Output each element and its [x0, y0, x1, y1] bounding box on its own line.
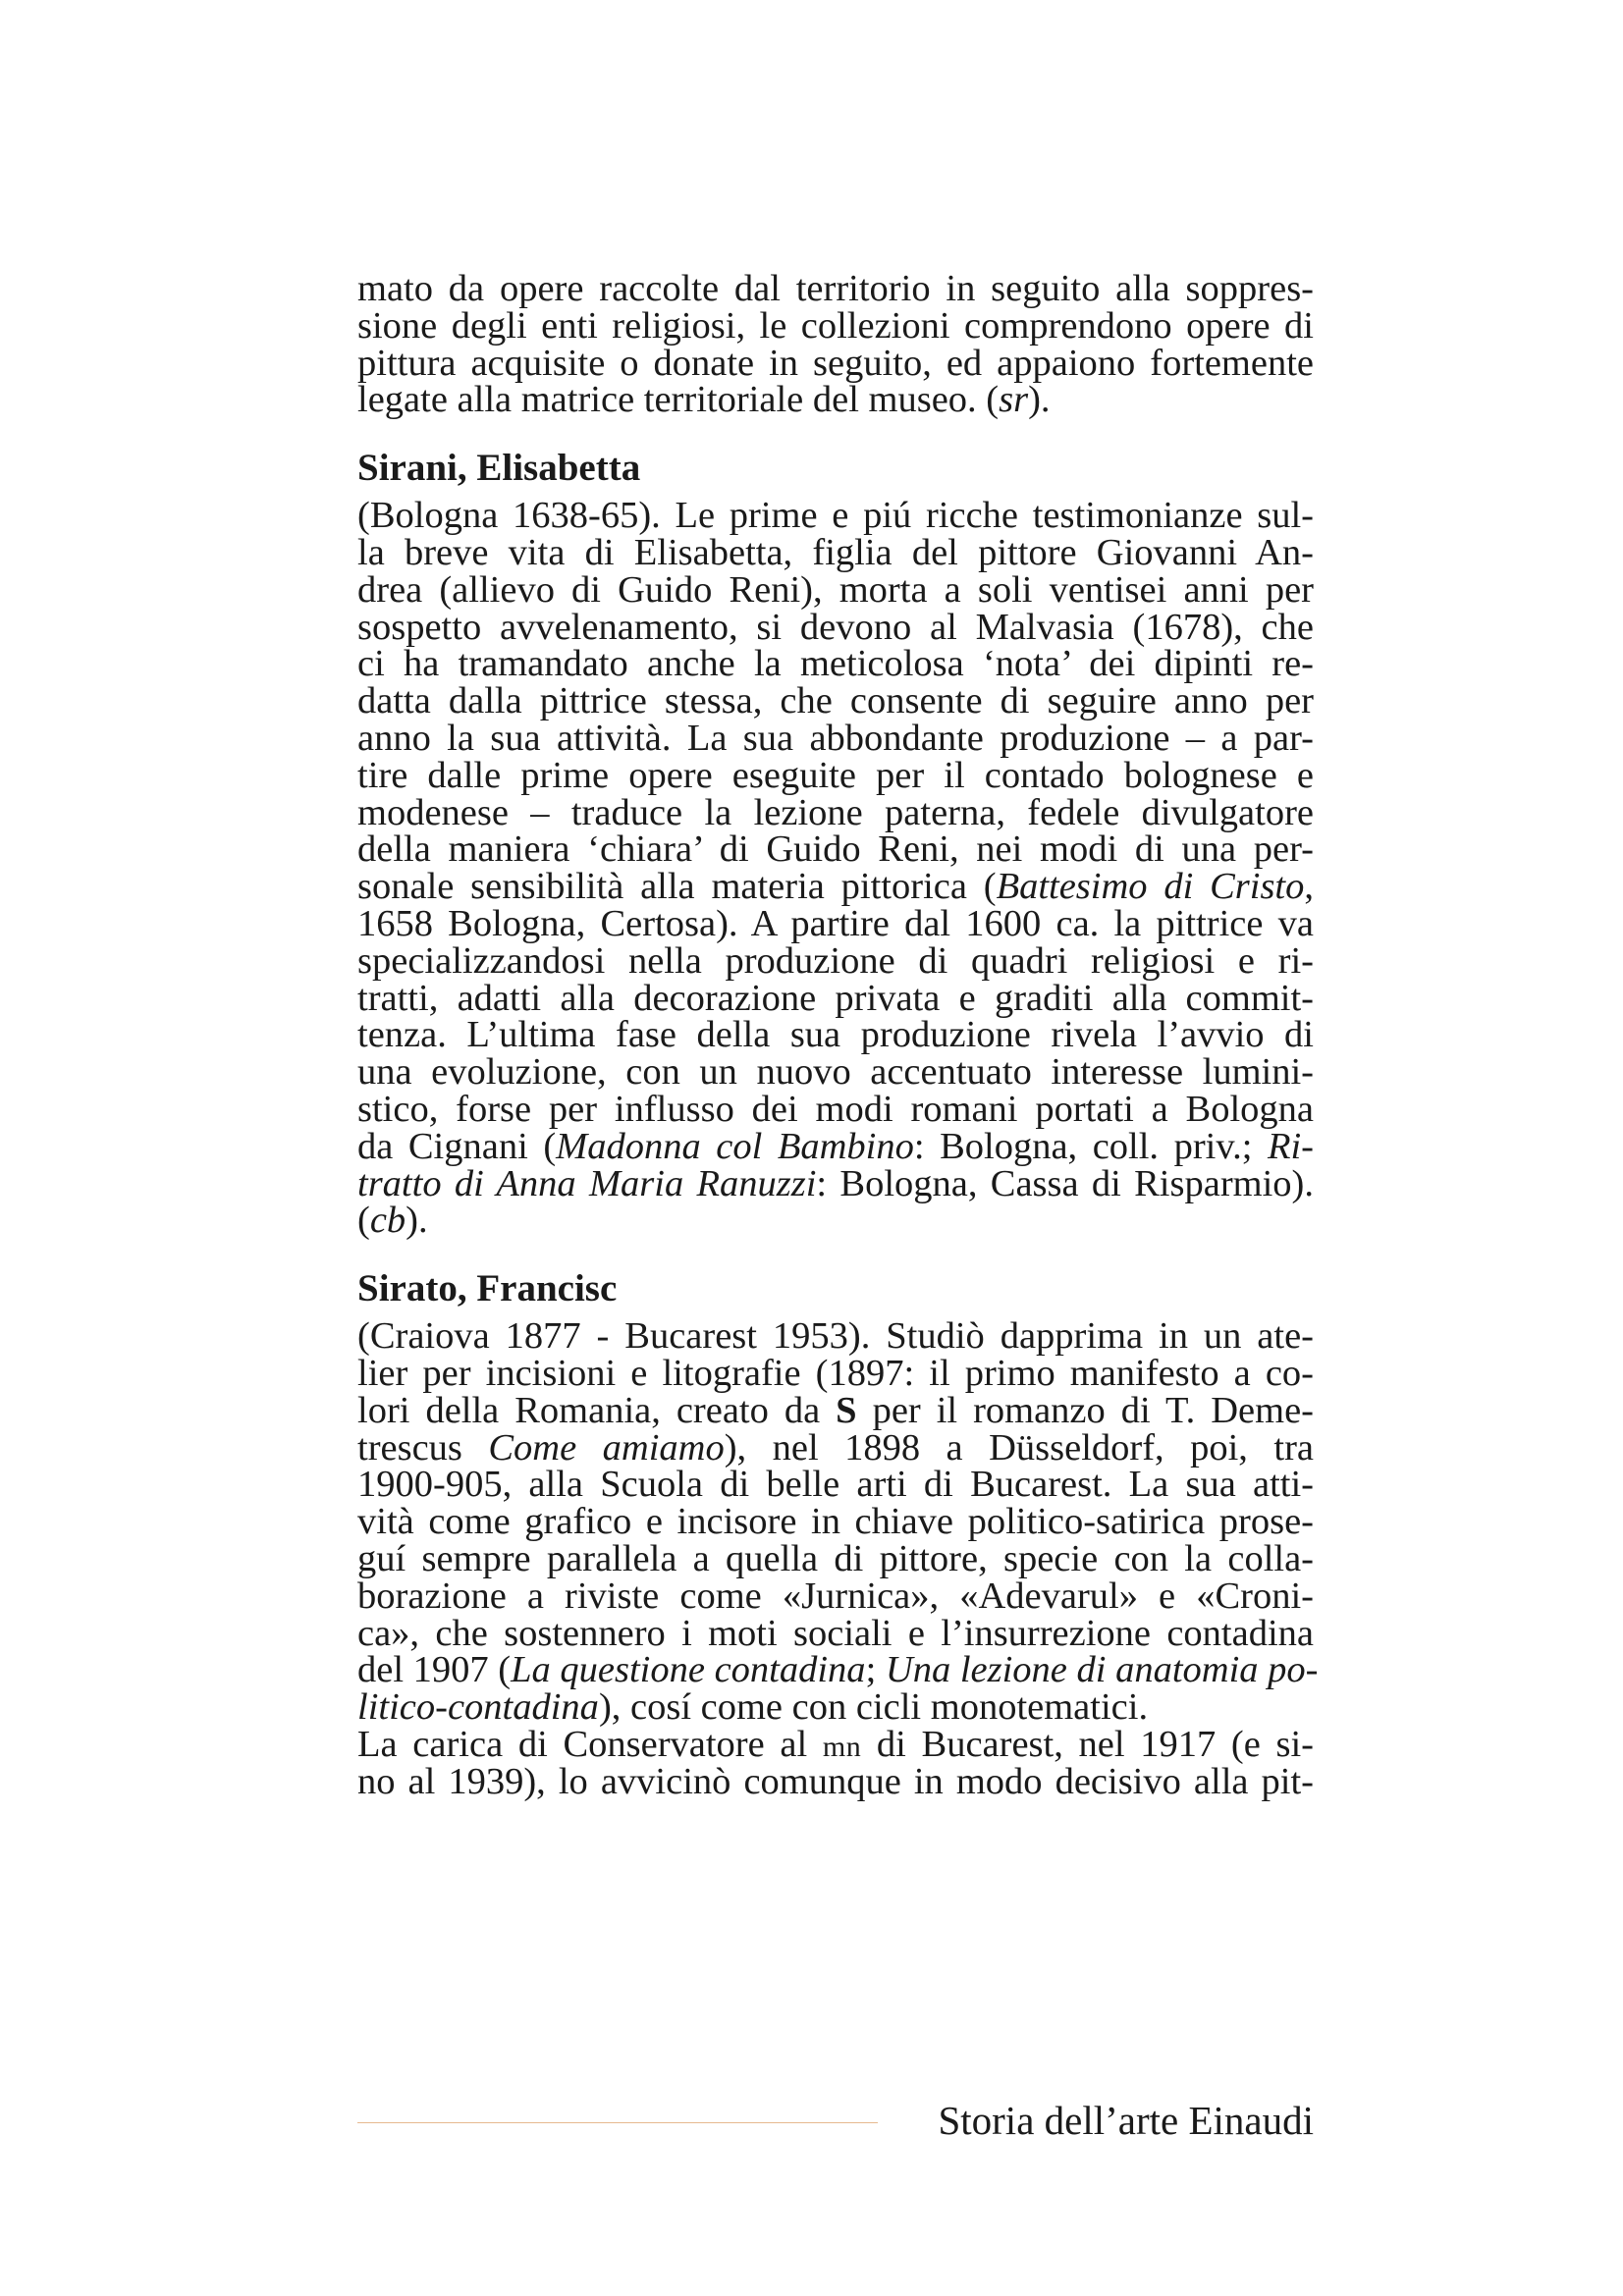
text-line: lori della Romania, creato da S per il romanzo di T. Deme- [357, 1389, 1314, 1431]
text-line: La carica di Conservatore al mn di Bucarest, nel 1917 (e si- [357, 1723, 1314, 1765]
text-line: pittura acquisite o donate in seguito, ed appaiono fortemente [357, 342, 1314, 384]
author-initials: sr [999, 379, 1029, 421]
text-line: no al 1939), lo avvicinò comunque in modo decisivo alla pit- [357, 1760, 1314, 1802]
text-line: una evoluzione, con un nuovo accentuato interesse lumini- [357, 1051, 1314, 1094]
text-line: ca», che sostennero i moti sociali e l’insurrezione contadina [357, 1612, 1314, 1654]
text-line: (Craiova 1877 - Bucarest 1953). Studiò dapprima in un ate- [357, 1315, 1314, 1358]
text-line: sospetto avvelenamento, si devono al Malvasia (1678), che [357, 606, 1314, 648]
abbreviation-smallcaps: mn [822, 1730, 862, 1763]
entry-heading-sirato: Sirato, Francisc [357, 1267, 618, 1310]
text-line: drea (allievo di Guido Reni), morta a soli ventisei anni per [357, 568, 1314, 611]
artwork-title: La questione contadina [511, 1649, 866, 1691]
text-line: tratti, adatti alla decorazione privata e graditi alla commit- [357, 977, 1314, 1019]
footer-publication-title: Storia dell’arte Einaudi [938, 2098, 1314, 2143]
text-line: specializzandosi nella produzione di quadri religiosi e ri- [357, 939, 1314, 982]
text-line: tratto di Anna Maria Ranuzzi: Bologna, Cassa di Risparmio). [357, 1162, 1314, 1204]
entry-heading-sirani: Sirani, Elisabetta [357, 447, 641, 490]
text-line: litico-contadina), cosí come con cicli monotematici. [357, 1686, 1149, 1729]
footer-rule [357, 2122, 878, 2123]
text-line: legate alla matrice territoriale del museo. (sr). [357, 379, 1051, 421]
page-footer [357, 2091, 1314, 2150]
text-line: tenza. L’ultima fase della sua produzione rivela l’avvio di [357, 1014, 1314, 1056]
text-line: modenese – traduce la lezione paterna, fedele divulgatore [357, 791, 1314, 833]
text-line: borazione a riviste come «Jurnica», «Adevarul» e «Croni- [357, 1575, 1314, 1617]
artwork-title: Ri- [1267, 1125, 1315, 1167]
text-line: tire dalle prime opere eseguite per il contado bolognese e [357, 754, 1314, 796]
page-body [357, 268, 1319, 1802]
text-line: anno la sua attività. La sua abbondante produzione – a par- [357, 717, 1314, 759]
artwork-title: Una lezione di anatomia po- [885, 1649, 1319, 1691]
text-line: trescus Come amiamo), nel 1898 a Düsseldorf, poi, tra [357, 1426, 1314, 1468]
text-line: (Bologna 1638-65). Le prime e piú ricche testimonianze sul- [357, 495, 1314, 537]
text-line: da Cignani (Madonna col Bambino: Bologna, coll. priv.; Ri- [357, 1125, 1315, 1167]
author-initials: cb [369, 1200, 406, 1242]
text-line: della maniera ‘chiara’ di Guido Reni, nei modi di una per- [357, 828, 1314, 871]
text-line: guí sempre parallela a quella di pittore, specie con la colla- [357, 1537, 1314, 1579]
text-line: sonale sensibilità alla materia pittorica (Battesimo di Cristo, [357, 866, 1314, 908]
text-line: stico, forse per influsso dei modi romani portati a Bologna [357, 1088, 1314, 1130]
text-line: sione degli enti religiosi, le collezioni comprendono opere di [357, 304, 1314, 347]
text-line: del 1907 (La questione contadina; Una lezione di anatomia po- [357, 1649, 1319, 1691]
entry-body-sirato [357, 1315, 1319, 1802]
artwork-title: Come amiamo [488, 1426, 725, 1468]
text-line: 1900-905, alla Scuola di belle arti di Bucarest. La sua atti- [357, 1464, 1314, 1506]
text-line: 1658 Bologna, Certosa). A partire dal 1600 ca. la pittrice va [357, 902, 1314, 944]
artwork-title: litico-contadina [357, 1686, 599, 1729]
artwork-title: Madonna col Bambino [556, 1125, 914, 1167]
artwork-title: tratto di Anna Maria Ranuzzi [357, 1162, 817, 1204]
text-line: la breve vita di Elisabetta, figlia del pittore Giovanni An- [357, 531, 1314, 573]
text-line: mato da opere raccolte dal territorio in seguito alla soppres- [357, 268, 1314, 309]
intro-paragraph [357, 268, 1314, 421]
text-line: datta dalla pittrice stessa, che consente di seguire anno per [357, 680, 1314, 722]
text-line: ci ha tramandato anche la meticolosa ‘nota’ dei dipinti re- [357, 643, 1314, 685]
entry-abbreviation: S [836, 1389, 857, 1431]
text-line: (cb). [357, 1200, 428, 1242]
text-line: vità come grafico e incisore in chiave politico-satirica prose- [357, 1501, 1314, 1543]
entry-body-sirani [357, 495, 1315, 1242]
text-line: lier per incisioni e litografie (1897: il primo manifesto a co- [357, 1352, 1314, 1394]
artwork-title: Battesimo di Cristo [996, 866, 1305, 908]
